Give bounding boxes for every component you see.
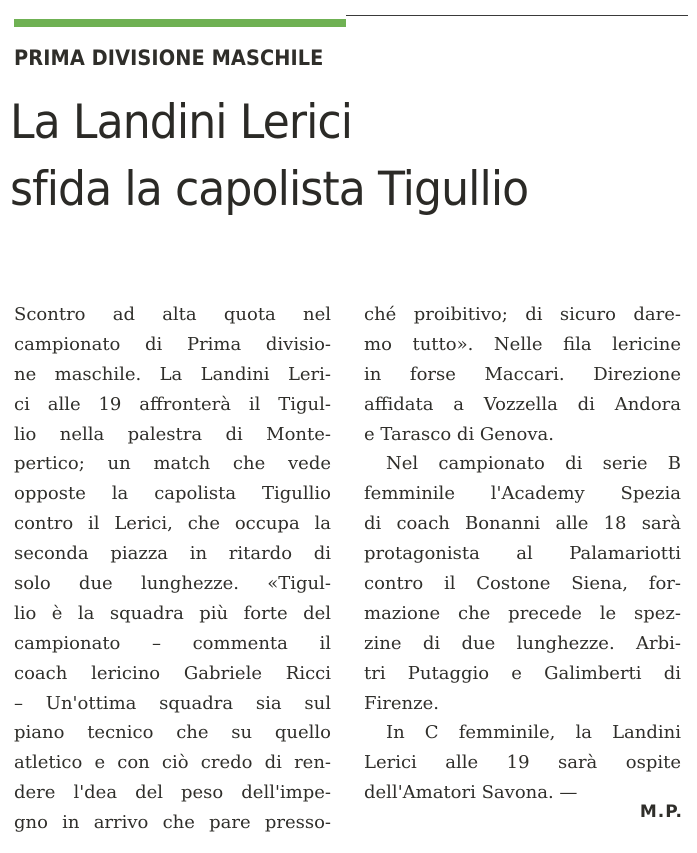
text-line: ne maschile. La Landini Leri-: [14, 363, 331, 385]
article-column-left: [14, 300, 331, 838]
text-line: Firenze.: [364, 692, 439, 714]
text-line: piano tecnico che su quello: [14, 722, 331, 744]
text-line: protagonista al Palamariotti: [364, 543, 681, 565]
text-line: ci alle 19 affronterà il Tigul-: [14, 393, 331, 415]
author-signature: M.P.: [639, 802, 683, 822]
top-rule-line: [346, 15, 688, 16]
text-line: di coach Bonanni alle 18 sarà: [364, 513, 681, 535]
text-line: Lerici alle 19 sarà ospite: [364, 752, 681, 774]
text-line: Scontro ad alta quota nel: [14, 304, 331, 325]
article-column-right: [364, 300, 681, 808]
text-line: tri Putaggio e Galimberti di: [364, 662, 681, 684]
headline: [10, 89, 659, 223]
section-accent-bar: [14, 19, 346, 27]
text-line: contro il Lerici, che occupa la: [14, 513, 331, 535]
text-line: pertico; un match che vede: [14, 453, 331, 475]
text-line: lio nella palestra di Monte-: [14, 423, 331, 445]
text-line: e Tarasco di Genova.: [364, 423, 555, 445]
text-line: campionato di Prima divisio-: [14, 333, 331, 355]
text-line: gno in arrivo che pare presso-: [14, 812, 331, 834]
text-line: affidata a Vozzella di Andora: [364, 393, 681, 415]
text-line: Nel campionato di serie B: [386, 453, 681, 475]
text-line: lio è la squadra più forte del: [14, 602, 331, 624]
text-line: ché proibitivo; di sicuro dare-: [364, 304, 681, 325]
text-line: femminile l'Academy Spezia: [364, 483, 681, 505]
text-line: campionato – commenta il: [14, 632, 331, 654]
text-line: solo due lunghezze. «Tigul-: [14, 573, 331, 595]
text-line: zine di due lunghezze. Arbi-: [364, 632, 681, 654]
text-line: In C femminile, la Landini: [386, 722, 681, 744]
text-line: seconda piazza in ritardo di: [14, 543, 331, 565]
text-line: in forse Maccari. Direzione: [364, 363, 681, 385]
text-line: mazione che precede le spez-: [364, 602, 681, 624]
text-line: atletico e con ciò credo di ren-: [14, 752, 331, 774]
headline-line: sfida la capolista Tigullio: [10, 162, 529, 217]
text-line: mo tutto». Nelle fila lericine: [364, 333, 681, 355]
text-line: – Un'ottima squadra sia sul: [14, 692, 331, 714]
text-line: contro il Costone Siena, for-: [364, 573, 681, 595]
text-line: coach lericino Gabriele Ricci: [14, 662, 331, 684]
text-line: opposte la capolista Tigullio: [14, 483, 331, 505]
headline-line: La Landini Lerici: [10, 95, 353, 150]
text-line: dell'Amatori Savona. —: [364, 782, 578, 804]
section-kicker: PRIMA DIVISIONE MASCHILE: [14, 46, 324, 70]
text-line: dere l'dea del peso dell'impe-: [14, 782, 331, 804]
